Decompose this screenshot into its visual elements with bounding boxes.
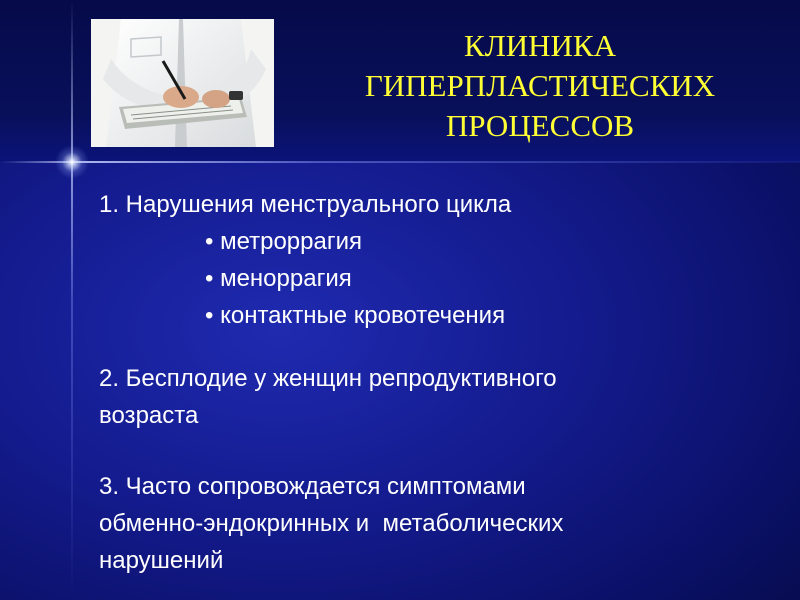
title-line-2: ГИПЕРПЛАСТИЧЕСКИХ xyxy=(364,68,716,103)
bullet-item: • метроррагия xyxy=(205,228,363,255)
doctor-illustration xyxy=(91,19,274,147)
title-line-3: ПРОЦЕССОВ xyxy=(445,108,635,143)
item-3-line: 3. Часто сопровождается симптомами xyxy=(99,473,526,500)
item-2-line: возраста xyxy=(99,402,199,429)
decorative-vertical-line xyxy=(71,0,73,600)
item-2-line: 2. Бесплодие у женщин репродуктивного xyxy=(99,365,557,392)
slide-body xyxy=(99,186,789,579)
doctor-photo xyxy=(91,19,274,147)
sparkle-icon xyxy=(52,142,92,182)
title-line-1: КЛИНИКА xyxy=(464,28,616,63)
decorative-horizontal-line xyxy=(0,161,800,163)
item-3-line: нарушений xyxy=(99,547,224,574)
bullet-item: • меноррагия xyxy=(205,265,352,292)
bullet-item: • контактные кровотечения xyxy=(205,302,506,329)
item-3-line: обменно-эндокринных и метаболических xyxy=(99,510,564,537)
item-1-heading: 1. Нарушения менструального цикла xyxy=(99,191,512,218)
slide-title xyxy=(300,26,780,146)
